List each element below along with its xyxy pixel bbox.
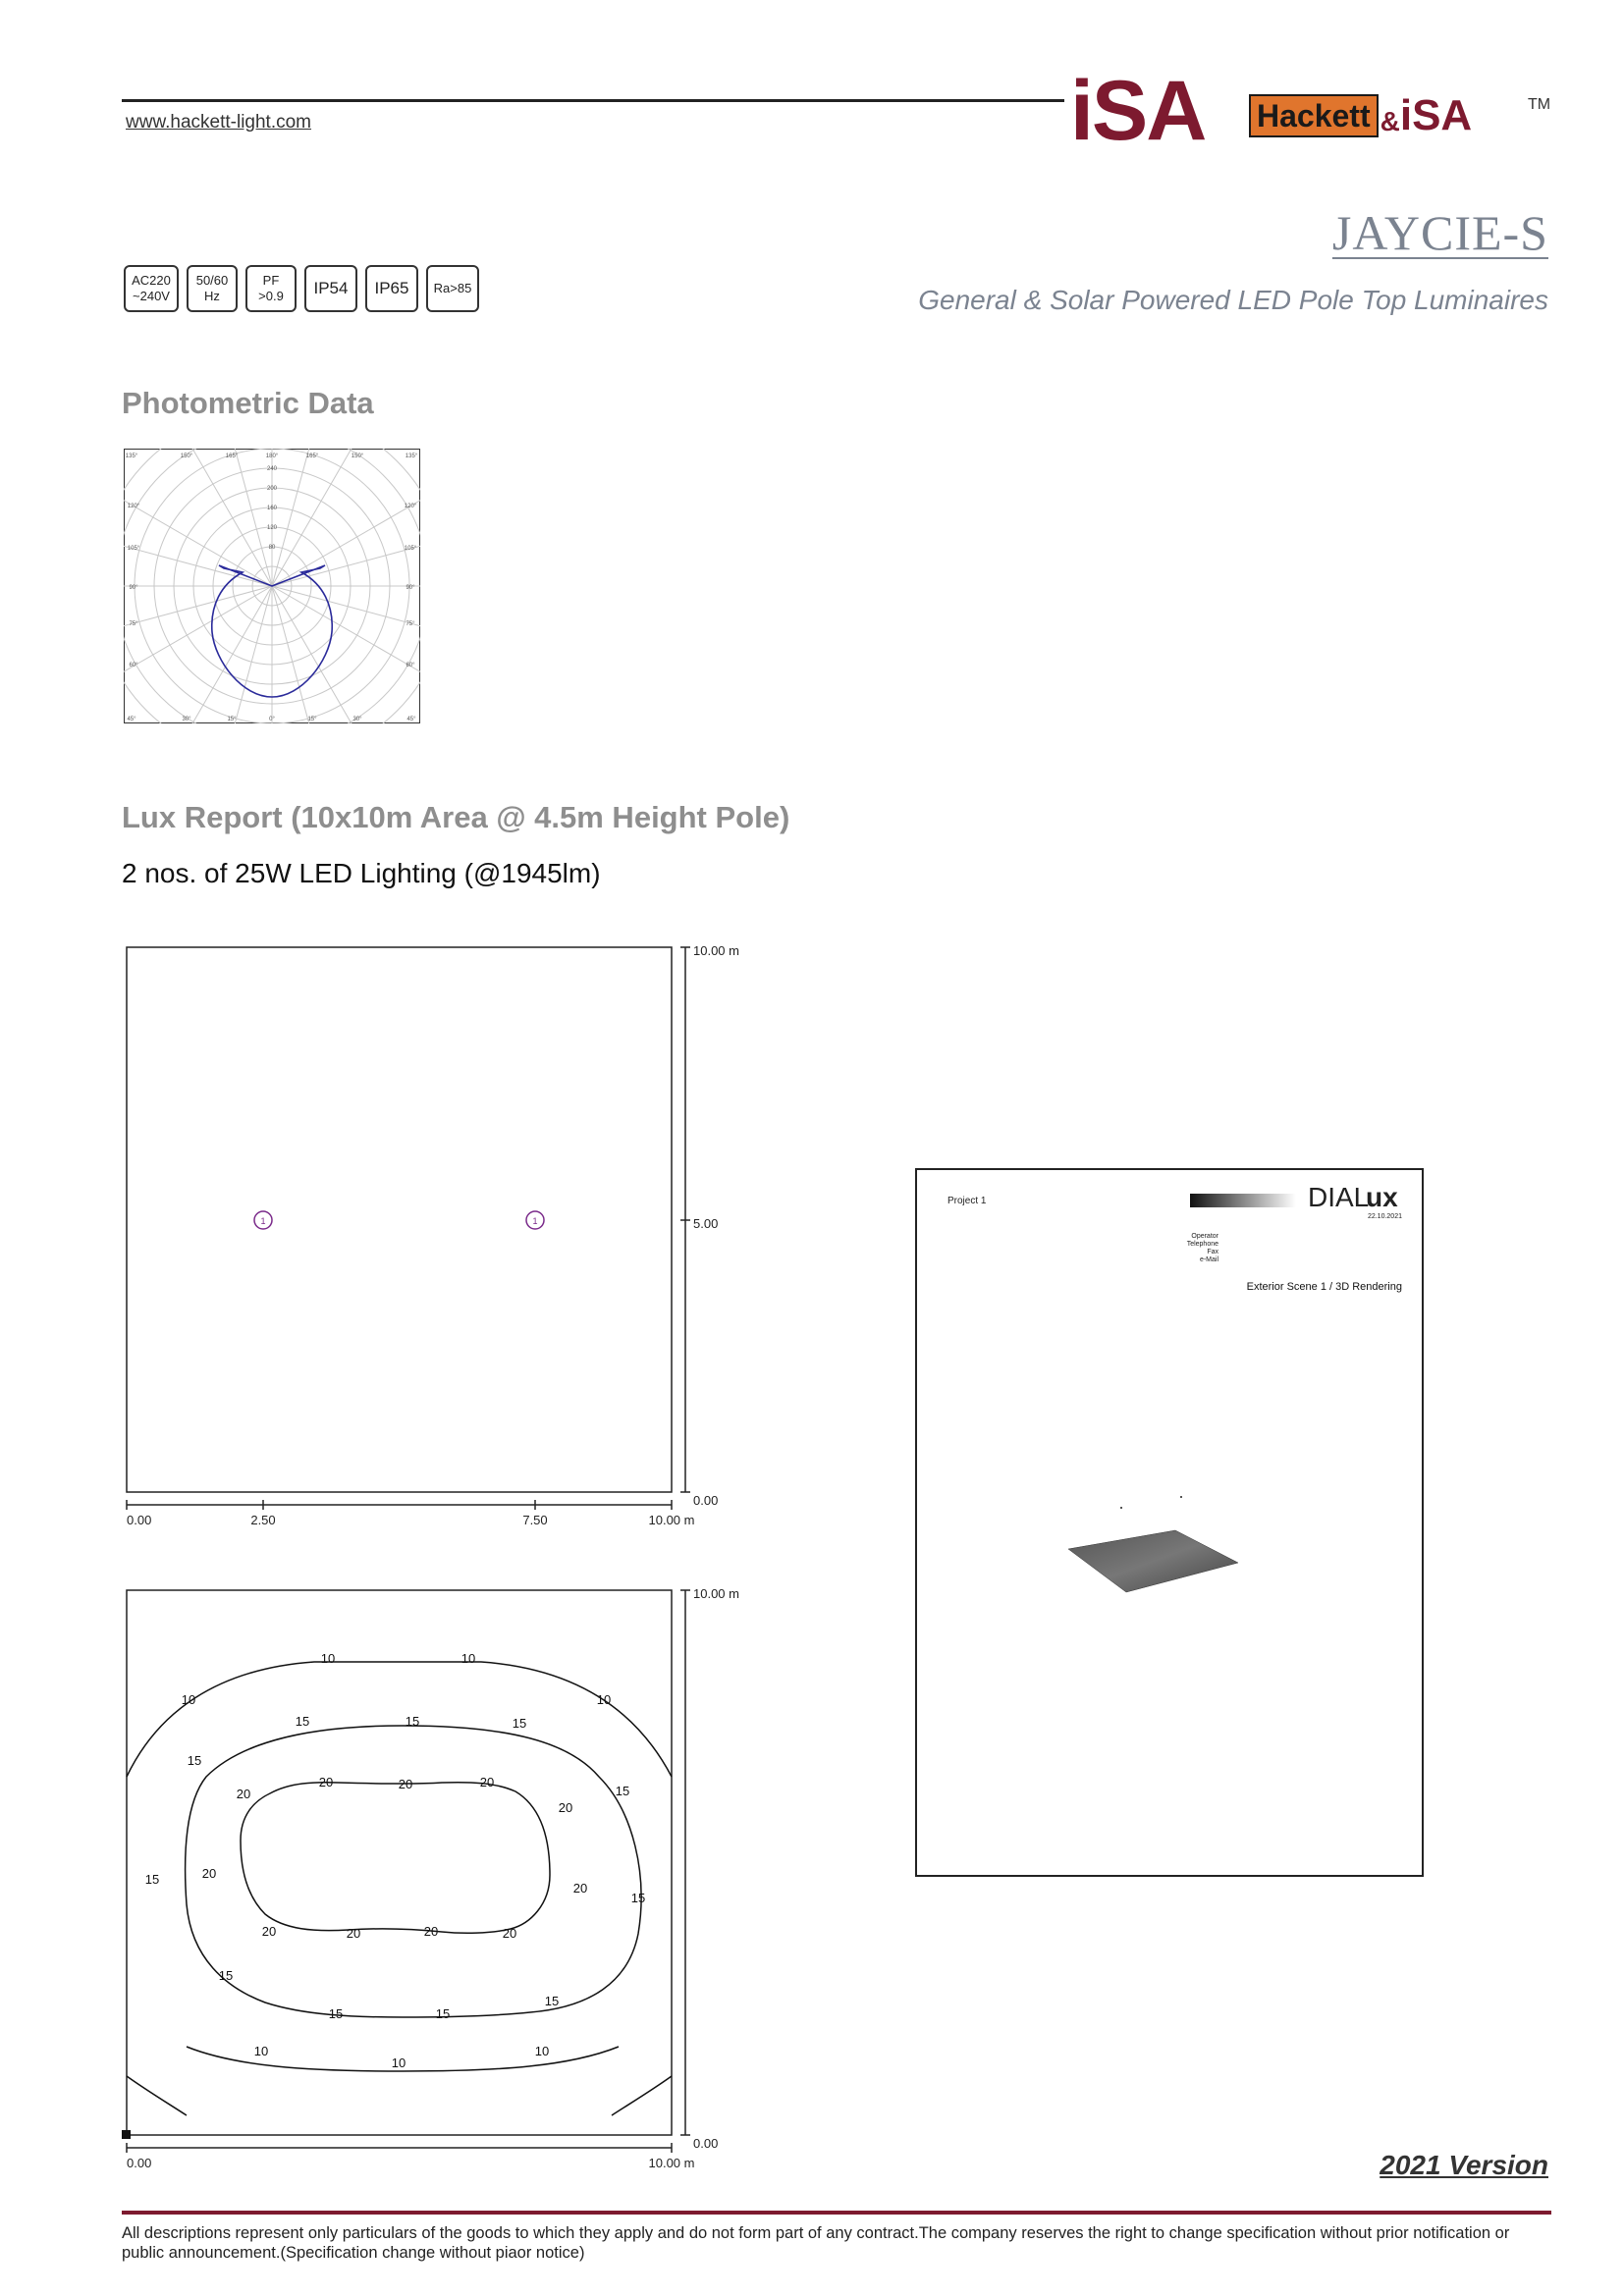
isolux-origin-marker — [122, 2130, 131, 2139]
layout-y-label-mid: 5.00 — [693, 1216, 719, 1231]
isolux-x-label-1: 10.00 m — [648, 2156, 695, 2170]
contour-label-15-a: 15 — [295, 1714, 310, 1729]
photometric-heading: Photometric Data — [122, 386, 374, 420]
polar-angle-bottom-1: 30° — [182, 717, 191, 722]
dialux-header-gradient — [1190, 1194, 1296, 1207]
contour-label-20-k: 20 — [502, 1926, 517, 1941]
polar-angle-right-2: 90° — [406, 585, 415, 591]
contour-label-20-j: 20 — [423, 1924, 439, 1939]
isolux-x-label-0: 0.00 — [127, 2156, 152, 2170]
polar-angle-top-3: 180° — [265, 454, 279, 459]
hackett-logo-box: Hackett — [1249, 94, 1379, 137]
polar-angle-right-1: 105° — [404, 546, 417, 552]
layout-area-outline — [127, 947, 672, 1492]
dialux-pole-marker-1 — [1120, 1507, 1122, 1509]
polar-radial-80: 80 — [268, 545, 276, 551]
dialux-field-operator: Operator — [1191, 1233, 1218, 1240]
contour-label-15-i: 15 — [328, 2006, 344, 2021]
dialux-page-border — [916, 1169, 1423, 1876]
contour-label-15-h: 15 — [218, 1968, 234, 1983]
product-subtitle: General & Solar Powered LED Pole Top Luminaires — [918, 285, 1548, 315]
contour-label-20-i: 20 — [346, 1926, 361, 1941]
dialux-logo-light: DIAL — [1308, 1182, 1370, 1212]
lux-report-heading: Lux Report (10x10m Area @ 4.5m Height Pole) — [122, 800, 790, 834]
polar-angle-top-6: 135° — [405, 454, 418, 459]
contour-label-15-c: 15 — [512, 1716, 527, 1731]
polar-angle-left-0: 120° — [127, 504, 140, 509]
layout-x-label-0: 0.00 — [127, 1513, 152, 1527]
contour-label-15-f: 15 — [144, 1872, 160, 1887]
contour-label-15-b: 15 — [405, 1714, 420, 1729]
polar-angle-bottom-4: 15° — [307, 717, 317, 722]
polar-angle-left-3: 75° — [129, 621, 138, 627]
badge-ip65: IP65 — [365, 265, 418, 312]
polar-angle-top-2: 165° — [225, 454, 239, 459]
contour-label-20-f: 20 — [201, 1866, 217, 1881]
product-name: JAYCIE-S — [1331, 205, 1548, 260]
contour-label-15-d: 15 — [187, 1753, 202, 1768]
dialux-scene-title: Exterior Scene 1 / 3D Rendering — [1246, 1281, 1402, 1293]
dialux-project-label: Project 1 — [947, 1196, 987, 1206]
polar-angle-left-2: 90° — [129, 585, 138, 591]
contour-label-20-c: 20 — [398, 1777, 413, 1791]
lux-report-subheading: 2 nos. of 25W LED Lighting (@1945lm) — [122, 858, 601, 888]
polar-angle-bottom-2: 15° — [227, 717, 237, 722]
dialux-field-fax: Fax — [1207, 1249, 1218, 1255]
dialux-field-email: e-Mail — [1199, 1256, 1218, 1263]
layout-y-label-bottom: 0.00 — [693, 1493, 719, 1508]
isolux-contour-plot — [118, 1580, 766, 2179]
trademark-mark: TM — [1528, 96, 1551, 113]
contour-label-20-g: 20 — [572, 1881, 588, 1896]
website-link[interactable]: www.hackett-light.com — [126, 112, 312, 133]
polar-angle-top-5: 150° — [351, 454, 364, 459]
polar-angle-bottom-0: 45° — [127, 717, 136, 722]
polar-angle-right-4: 60° — [406, 663, 415, 668]
polar-diagram — [124, 449, 420, 723]
isolux-y-label-top: 10.00 m — [693, 1586, 739, 1601]
badge-frequency: 50/60 Hz — [187, 265, 238, 312]
polar-angle-top-0: 135° — [125, 454, 138, 459]
contour-label-10-g: 10 — [534, 2044, 550, 2058]
layout-x-label-3: 10.00 m — [648, 1513, 695, 1527]
polar-angle-top-1: 150° — [180, 454, 193, 459]
badge-power-factor: PF >0.9 — [245, 265, 297, 312]
isa-logo: iSA — [1070, 64, 1206, 158]
polar-angle-bottom-5: 30° — [352, 717, 362, 722]
hackett-logo-isa: iSA — [1399, 91, 1473, 139]
contour-label-20-d: 20 — [479, 1775, 495, 1789]
polar-radial-160: 160 — [266, 506, 278, 511]
layout-x-label-1: 2.50 — [250, 1513, 276, 1527]
isolux-y-label-bottom: 0.00 — [693, 2136, 719, 2151]
version-label: 2021 Version — [1380, 2150, 1548, 2180]
contour-label-20-b: 20 — [318, 1775, 334, 1789]
polar-angle-bottom-3: 0° — [269, 717, 275, 722]
contour-label-15-j: 15 — [435, 2006, 451, 2021]
polar-angle-right-0: 120° — [404, 504, 417, 509]
footer-rule — [122, 2211, 1551, 2215]
layout-y-label-top: 10.00 m — [693, 943, 739, 958]
polar-angle-left-4: 60° — [129, 663, 138, 668]
dialux-logo-bold: ux — [1366, 1182, 1398, 1212]
contour-label-20-e: 20 — [558, 1800, 573, 1815]
badge-cri: Ra>85 — [426, 265, 479, 312]
luminaire-marker-1-label: 1 — [260, 1216, 266, 1226]
hackett-logo-amp: & — [1380, 106, 1400, 136]
contour-label-10-b: 10 — [460, 1651, 476, 1666]
contour-label-10-a: 10 — [320, 1651, 336, 1666]
badge-voltage: AC220 ~240V — [124, 265, 179, 312]
contour-label-10-c: 10 — [181, 1692, 196, 1707]
header-rule — [122, 99, 1064, 102]
luminaire-marker-2-label: 1 — [532, 1216, 538, 1226]
dialux-field-telephone: Telephone — [1186, 1241, 1218, 1248]
dialux-rendering-panel — [915, 1168, 1424, 1877]
dialux-pole-marker-2 — [1180, 1496, 1182, 1498]
contour-label-10-d: 10 — [596, 1692, 612, 1707]
contour-label-20-a: 20 — [236, 1787, 251, 1801]
layout-x-label-2: 7.50 — [522, 1513, 548, 1527]
dialux-date: 22.10.2021 — [1367, 1213, 1402, 1220]
contour-label-10-e: 10 — [253, 2044, 269, 2058]
hackett-isa-logo — [1249, 91, 1473, 139]
polar-radial-120: 120 — [266, 525, 278, 531]
badge-ip54: IP54 — [304, 265, 357, 312]
polar-angle-top-4: 165° — [305, 454, 319, 459]
polar-angle-left-1: 105° — [127, 546, 140, 552]
luminaire-layout-plot — [118, 937, 766, 1536]
polar-radial-240: 240 — [266, 466, 278, 472]
disclaimer-text: All descriptions represent only particulars of the goods to which they apply and do not form part of any contract.The company reserves the right to change specification without prior notification or public announcement.(Specification change without piaor notice) — [122, 2224, 1510, 2262]
contour-label-10-f: 10 — [391, 2056, 406, 2070]
polar-angle-bottom-6: 45° — [406, 717, 416, 722]
polar-radial-200: 200 — [266, 486, 278, 492]
contour-label-20-h: 20 — [261, 1924, 277, 1939]
spec-badges — [124, 265, 479, 312]
contour-label-15-g: 15 — [630, 1891, 646, 1905]
contour-label-15-e: 15 — [615, 1784, 630, 1798]
polar-angle-right-3: 75° — [406, 621, 415, 627]
contour-label-15-k: 15 — [544, 1994, 560, 2008]
